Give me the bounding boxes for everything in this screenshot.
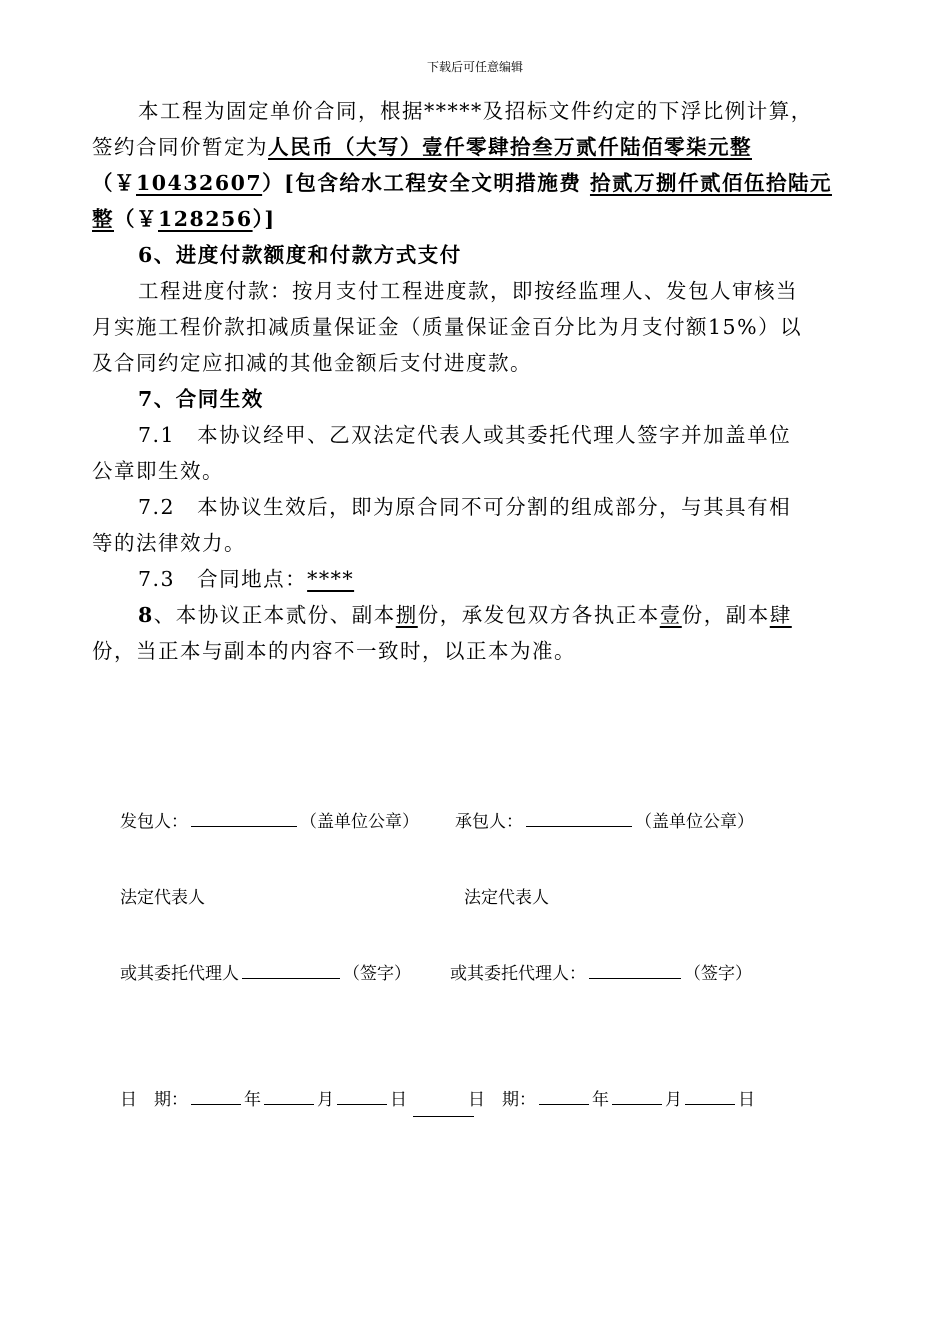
contractor-name-blank[interactable] (526, 825, 632, 827)
s72-line2: 等的法律效力。 (92, 531, 246, 555)
date-divider-line (413, 1116, 474, 1117)
contractor-day-blank[interactable] (685, 1103, 735, 1105)
employer-agent-label: 或其委托代理人 (120, 964, 239, 984)
employer-month-blank[interactable] (264, 1103, 314, 1105)
employer-day-blank[interactable] (337, 1103, 387, 1105)
p1-mid: ）[包含给水工程安全文明措施费 (262, 171, 582, 195)
s6-line3: 及合同约定应扣减的其他金额后支付进度款。 (92, 351, 532, 375)
day-label: 日 (390, 1090, 407, 1110)
p1-close: ）] (252, 207, 276, 231)
contractor-year-blank[interactable] (539, 1103, 589, 1105)
contractor-month-blank[interactable] (612, 1103, 662, 1105)
employer-date-row (120, 1085, 407, 1110)
contract-amount-words: 人民币（大写）壹仟零肆拾叁万贰仟陆佰零柒元整 (268, 135, 752, 159)
contractor-sign-note: （签字） (684, 964, 752, 984)
copy-each-count: 肆 (769, 603, 792, 627)
s8-line1 (138, 598, 792, 628)
p1-line4 (92, 202, 276, 232)
page-header: 下载后可任意编辑 (426, 60, 523, 74)
s72-line1: 7.2 本协议生效后，即为原合同不可分割的组成部分，与其具有相 (138, 495, 792, 519)
safety-fee-number: 128256 (158, 207, 253, 231)
day-label: 日 (738, 1090, 755, 1110)
s73-line (138, 562, 354, 592)
p1-line2 (92, 130, 752, 160)
s6-line1: 工程进度付款：按月支付工程进度款，即按经监理人、发包人审核当 (138, 279, 798, 303)
month-label: 月 (665, 1090, 682, 1110)
employer-row (120, 807, 419, 832)
employer-name-blank[interactable] (191, 825, 297, 827)
s8-text-a: 、本协议正本贰份、副本 (153, 603, 396, 627)
employer-sign-note: （签字） (343, 964, 411, 984)
contractor-date-label: 日 期： (468, 1090, 536, 1110)
s71-line1: 7.1 本协议经甲、乙双法定代表人或其委托代理人签字并加盖单位 (138, 423, 792, 447)
p1-open2: （￥ (114, 207, 158, 231)
employer-date-label: 日 期： (120, 1090, 188, 1110)
contractor-label: 承包人： (455, 812, 523, 832)
safety-fee-words-end: 整 (92, 207, 114, 231)
year-label: 年 (592, 1090, 609, 1110)
contractor-stamp-note: （盖单位公章） (635, 812, 754, 832)
employer-year-blank[interactable] (191, 1103, 241, 1105)
p1-open: （￥ (92, 171, 136, 195)
employer-agent-row (120, 959, 411, 984)
employer-legal-rep: 法定代表人 (120, 888, 205, 908)
s8-text-e: 份，副本 (681, 603, 770, 627)
contractor-date-row (468, 1085, 755, 1110)
s8-line2: 份，当正本与副本的内容不一致时，以正本为准。 (92, 639, 576, 663)
contractor-agent-row (450, 959, 752, 984)
month-label: 月 (317, 1090, 334, 1110)
contractor-agent-blank[interactable] (589, 977, 681, 979)
p1-line3 (92, 166, 832, 196)
section-6-heading: 6、进度付款额度和付款方式支付 (138, 243, 462, 267)
s8-text-c: 份，承发包双方各执正本 (417, 603, 660, 627)
contract-amount-number: 10432607 (136, 171, 263, 195)
employer-stamp-note: （盖单位公章） (300, 812, 419, 832)
contract-location-label: 7.3 合同地点： (138, 567, 308, 591)
safety-fee-words: 拾贰万捌仟贰佰伍拾陆元 (589, 171, 832, 195)
copies-count: 捌 (395, 603, 418, 627)
employer-label: 发包人： (120, 812, 188, 832)
s8-number: 8 (138, 603, 154, 627)
contractor-legal-rep: 法定代表人 (464, 888, 549, 908)
contractor-row (455, 807, 754, 832)
section-7-heading: 7、合同生效 (138, 387, 264, 411)
contractor-agent-label: 或其委托代理人： (450, 964, 586, 984)
p1-prefix: 签约合同价暂定为 (92, 135, 268, 159)
p1-line1: 本工程为固定单价合同，根据*****及招标文件约定的下浮比例计算， (138, 99, 813, 123)
s6-line2: 月实施工程价款扣减质量保证金（质量保证金百分比为月支付额15%）以 (92, 315, 803, 339)
contract-location-value: **** (307, 567, 355, 591)
original-each-count: 壹 (659, 603, 682, 627)
s71-line2: 公章即生效。 (92, 459, 224, 483)
employer-agent-blank[interactable] (242, 977, 340, 979)
year-label: 年 (244, 1090, 261, 1110)
